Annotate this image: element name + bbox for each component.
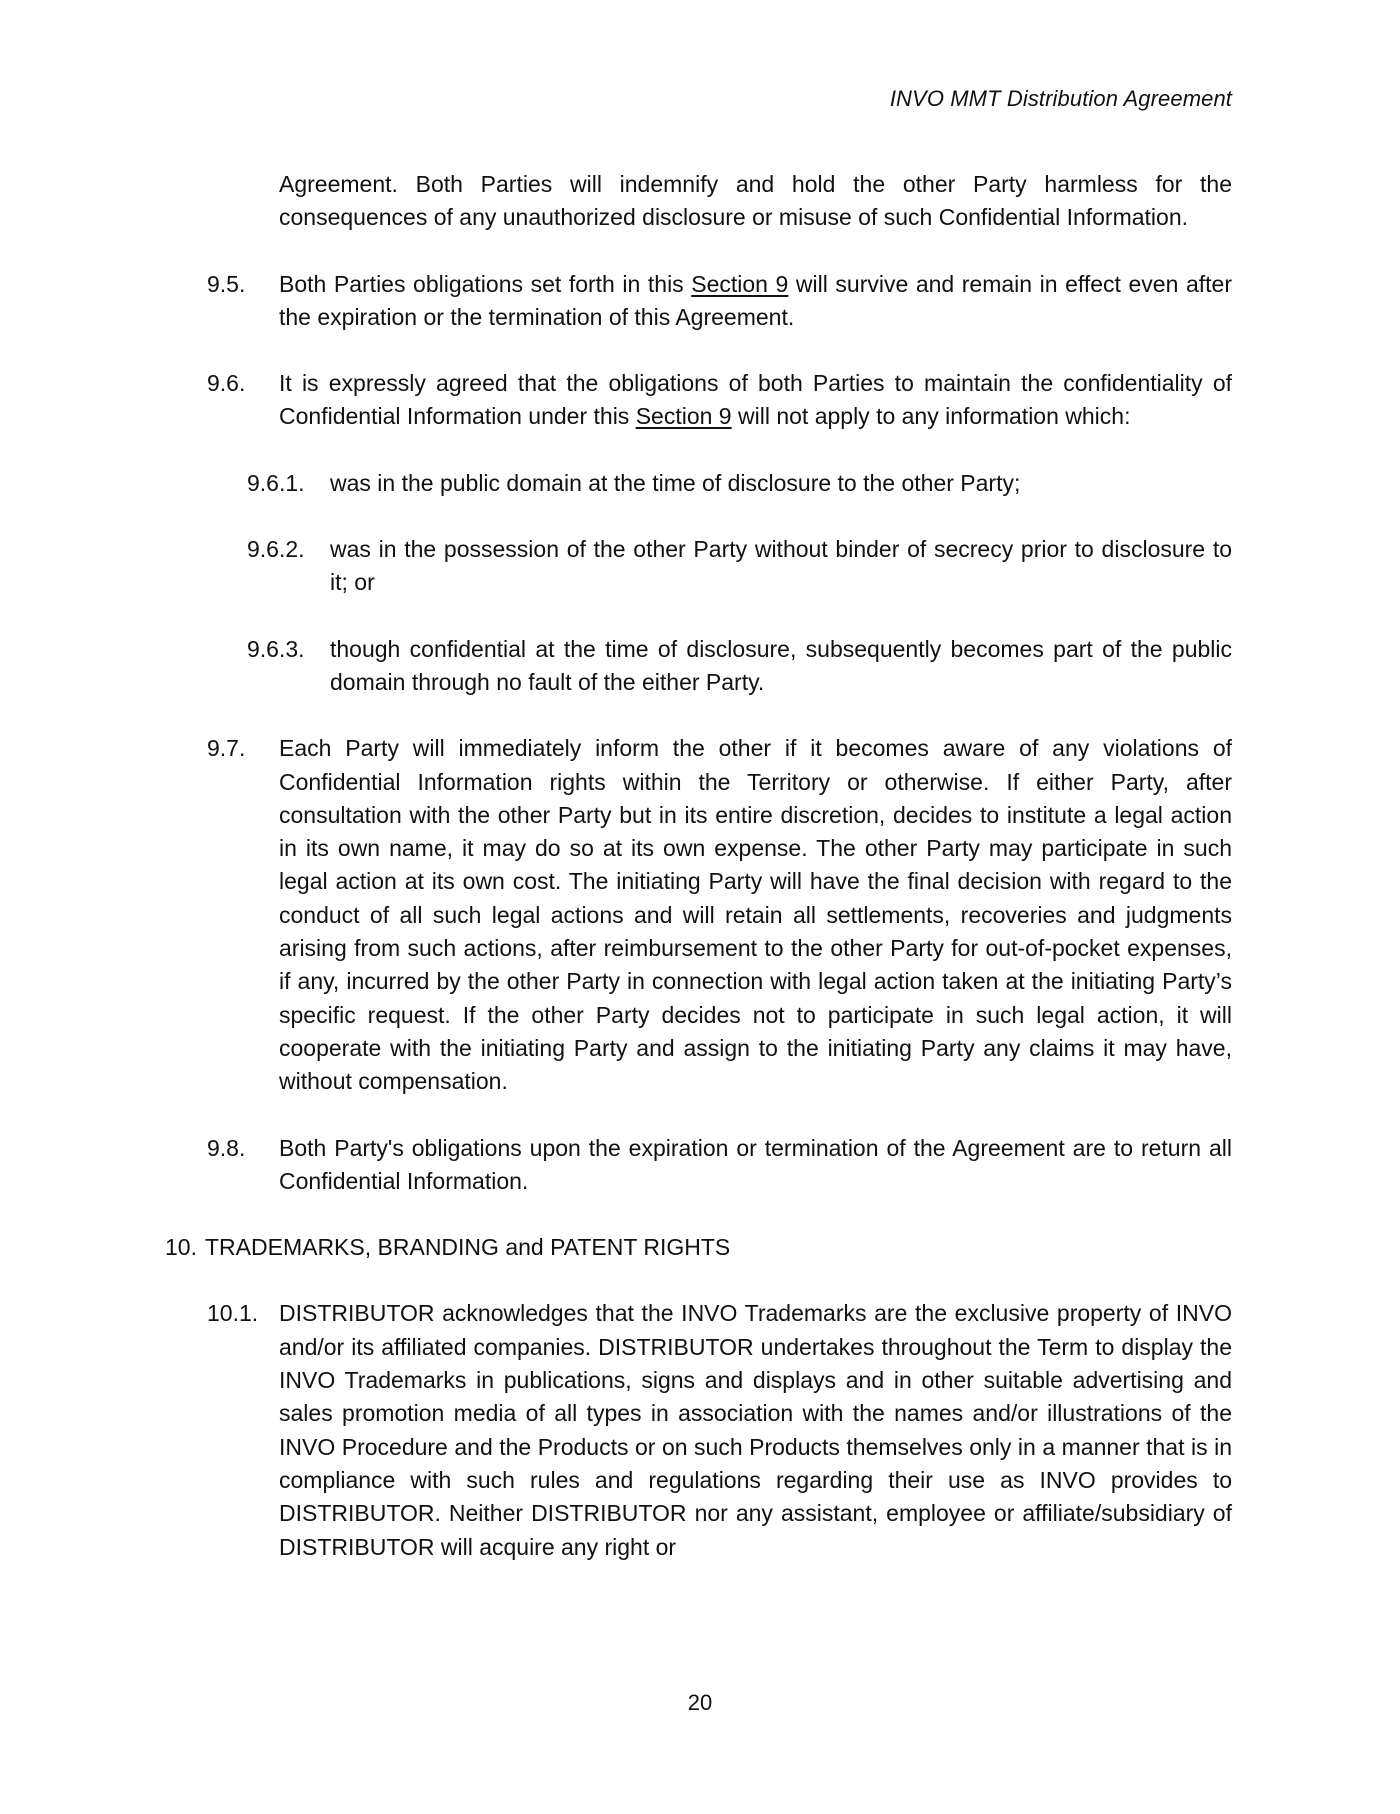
clause-number: 9.7. bbox=[207, 735, 246, 762]
clause-number: 9.5. bbox=[207, 270, 246, 297]
clause-9-6-2 bbox=[165, 533, 1232, 600]
clause-9-6-3 bbox=[165, 633, 1232, 700]
clause-9-7 bbox=[165, 732, 1232, 1098]
clause-number: 9.8. bbox=[207, 1134, 246, 1161]
clause-number: 9.6.1. bbox=[247, 469, 305, 496]
clause-10-1 bbox=[165, 1297, 1232, 1563]
clause-text: though confidential at the time of disclosure, subsequently becomes part of the public domain through no fault of the either Party. bbox=[330, 635, 1232, 695]
section-reference: Section 9 bbox=[691, 270, 789, 297]
section-title: TRADEMARKS, BRANDING and PATENT RIGHTS bbox=[205, 1234, 731, 1261]
clause-text: Each Party will immediately inform the other if it becomes aware of any violations of Confidential Information rights within the Territory or otherwise. If either Party, after consultation with the other Party but in its entire discretion, decides to institute a legal action in its own name, it may do so at its own expense. The other Party may participate in such legal action at its own cost. The initiating Party will have the final decision with regard to the conduct of all such legal actions and will retain all settlements, recoveries and judgments arising from such actions, after reimbursement to the other Party for out-of-pocket expenses, if any, incurred by the other Party in connection with legal action taken at the initiating Party’s specific request. If the other Party decides not to participate in such legal action, it will cooperate with the initiating Party and assign to the initiating Party any claims it may have, without compensation. bbox=[279, 735, 1232, 1095]
clause-9-8 bbox=[165, 1132, 1232, 1199]
clause-number: 9.6.3. bbox=[247, 635, 305, 662]
continued-paragraph bbox=[165, 168, 1232, 235]
running-header: INVO MMT Distribution Agreement bbox=[889, 86, 1232, 111]
clause-text: was in the public domain at the time of disclosure to the other Party; bbox=[330, 469, 1021, 496]
clause-text: DISTRIBUTOR acknowledges that the INVO Trademarks are the exclusive property of INVO and/or its affiliated companies. DISTRIBUTOR undertakes throughout the Term to display the INVO Trademarks in publications, signs and displays and in other suitable advertising and sales promotion media of all types in association with the names and/or illustrations of the INVO Procedure and the Products or on such Products themselves only in a manner that is in compliance with such rules and regulations regarding their use as INVO provides to DISTRIBUTOR. Neither DISTRIBUTOR nor any assistant, employee or affiliate/subsidiary of DISTRIBUTOR will acquire any right or bbox=[279, 1300, 1232, 1560]
clause-text bbox=[279, 367, 1232, 434]
clause-text-part: Both Parties obligations set forth in this bbox=[279, 270, 692, 297]
clause-text-part: will not apply to any information which: bbox=[731, 403, 1131, 430]
section-number: 10. bbox=[165, 1234, 197, 1261]
clause-9-6-1 bbox=[165, 467, 1232, 500]
clause-number: 9.6. bbox=[207, 370, 246, 397]
clause-text-part: will survive and remain in effect even after the expiration or the termination of this Agreement. bbox=[279, 270, 1232, 330]
document-body bbox=[165, 168, 1232, 1597]
section-heading-10 bbox=[165, 1231, 1232, 1264]
clause-text: was in the possession of the other Party without binder of secrecy prior to disclosure to it; or bbox=[330, 536, 1232, 596]
clause-number: 10.1. bbox=[207, 1300, 259, 1327]
clause-text bbox=[279, 268, 1232, 335]
clause-text: Both Party's obligations upon the expiration or termination of the Agreement are to return all Confidential Information. bbox=[279, 1134, 1232, 1194]
clause-9-6 bbox=[165, 367, 1232, 434]
clause-text-part: It is expressly agreed that the obligations of both Parties to maintain the confidentiality of Confidential Information under this bbox=[279, 370, 1232, 430]
section-reference: Section 9 bbox=[635, 403, 732, 430]
clause-9-5 bbox=[165, 268, 1232, 335]
page-number: 20 bbox=[687, 1690, 713, 1715]
clause-number: 9.6.2. bbox=[247, 536, 305, 563]
paragraph-text: Agreement. Both Parties will indemnify and hold the other Party harmless for the consequences of any unauthorized disclosure or misuse of such Confidential Information. bbox=[279, 171, 1232, 231]
